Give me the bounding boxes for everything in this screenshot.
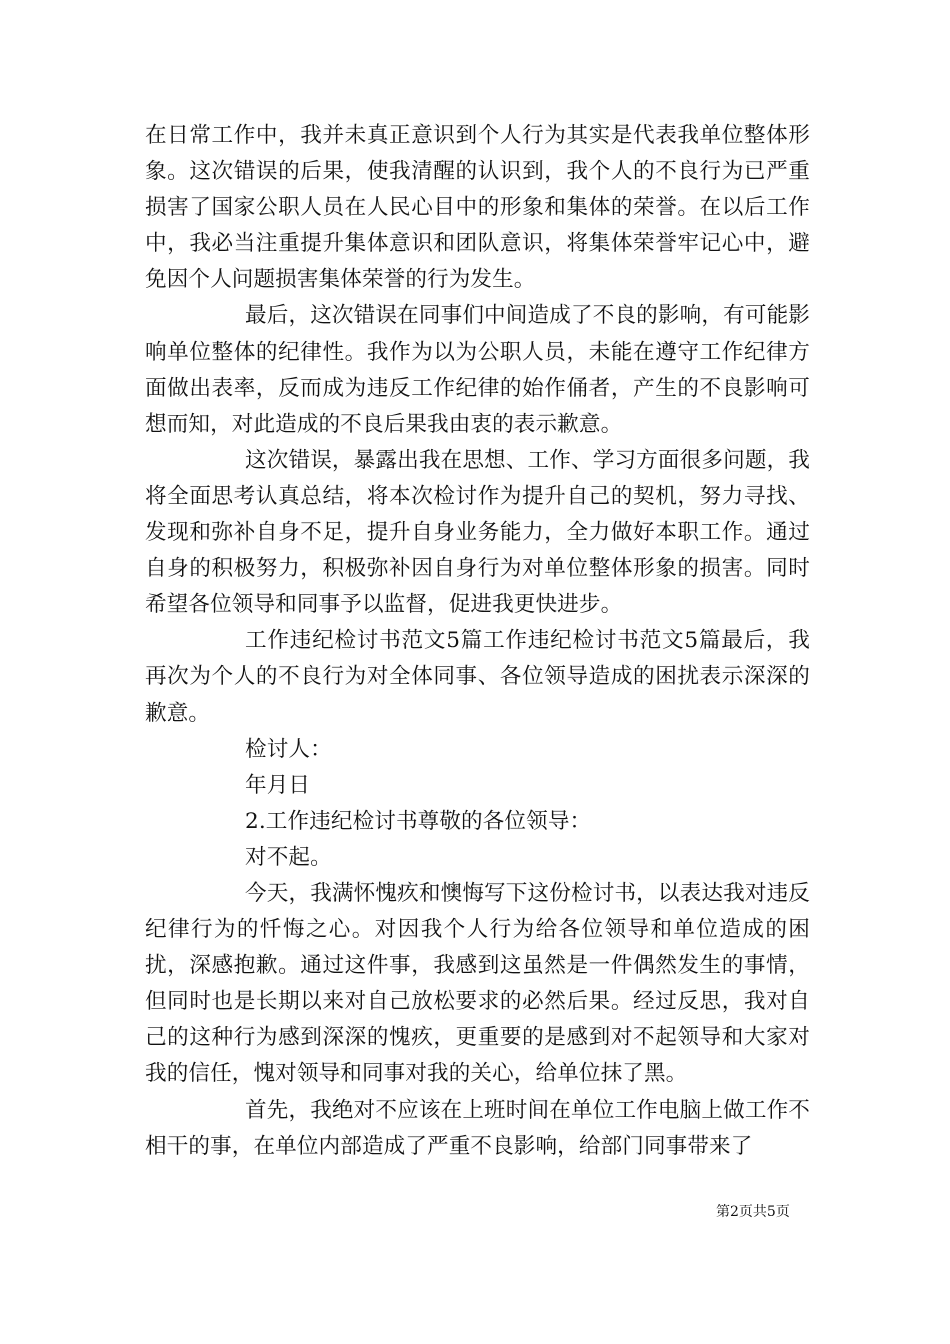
paragraph: 今天，我满怀愧疚和懊悔写下这份检讨书，以表达我对违反纪律行为的忏悔之心。对因我个人行为给各位领导和单位造成的困扰，深感抱歉。通过这件事，我感到这虽然是一件偶然发生的事情，但同时也是长期以来对自己放松要求的必然后果。经过反思，我对自己的这种行为感到深深的愧疚，更重要的是感到对不起领导和大家对我的信任，愧对领导和同事对我的关心，给单位抹了黑。 — [145, 880, 810, 1087]
date-line: 年月日 — [245, 772, 311, 798]
page-number-footer: 第2页共5页 — [716, 1204, 790, 1220]
signature-label: 检讨人： — [245, 736, 332, 762]
paragraph: 最后，这次错误在同事们中间造成了不良的影响，有可能影响单位整体的纪律性。我作为以为公职人员，未能在遵守工作纪律方面做出表率，反而成为违反工作纪律的始作俑者，产生的不良影响可想而知，对此造成的不良后果我由衷的表示歉意。 — [145, 303, 810, 437]
paragraph-continuation: 在日常工作中，我并未真正意识到个人行为其实是代表我单位整体形象。这次错误的后果，使我清醒的认识到，我个人的不良行为已严重损害了国家公职人员在人民心目中的形象和集体的荣誉。在以后工作中，我必当注重提升集体意识和团队意识，将集体荣誉牢记心中，避免因个人问题损害集体荣誉的行为发生。 — [145, 123, 810, 293]
paragraph: 工作违纪检讨书范文5篇工作违纪检讨书范文5篇最后，我再次为个人的不良行为对全体同事、各位领导造成的困扰表示深深的歉意。 — [145, 628, 810, 726]
section-heading: 2.工作违纪检讨书尊敬的各位领导： — [245, 808, 592, 834]
paragraph: 首先，我绝对不应该在上班时间在单位工作电脑上做工作不相干的事，在单位内部造成了严重不良影响，给部门同事带来了 — [145, 1097, 810, 1159]
paragraph: 这次错误，暴露出我在思想、工作、学习方面很多问题，我将全面思考认真总结，将本次检讨作为提升自己的契机，努力寻找、发现和弥补自身不足，提升自身业务能力，全力做好本职工作。通过自身的积极努力，积极弥补因自身行为对单位整体形象的损害。同时希望各位领导和同事予以监督，促进我更快进步。 — [145, 447, 810, 618]
paragraph: 对不起。 — [245, 844, 332, 870]
document-body — [145, 118, 810, 1165]
